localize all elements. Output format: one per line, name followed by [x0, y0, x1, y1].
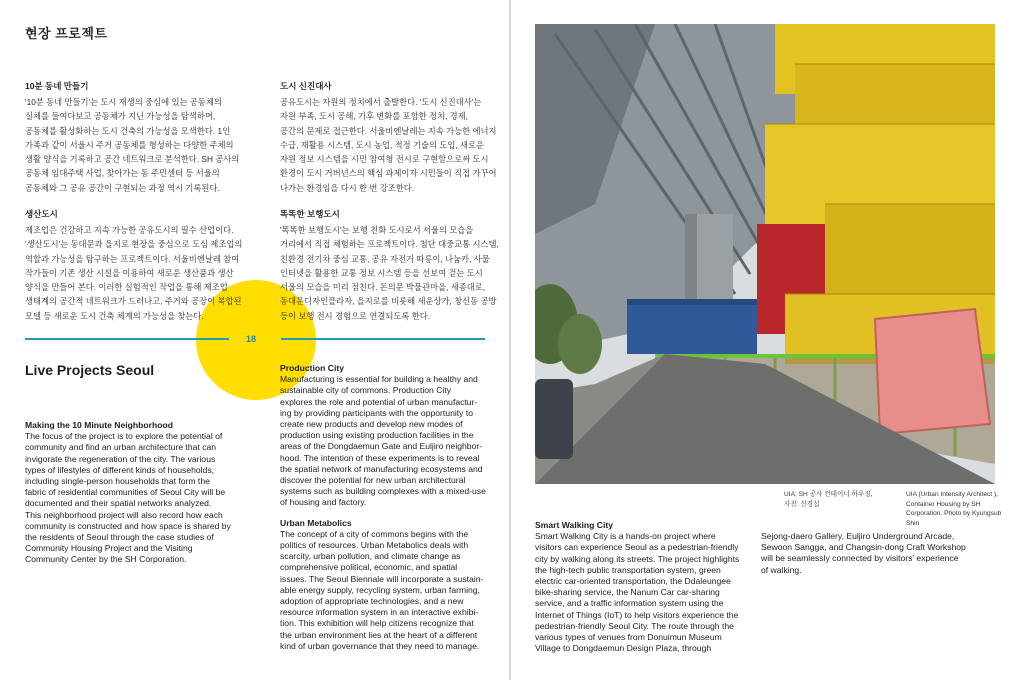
caption-line: Container Housing by SH [906, 500, 981, 508]
kr-line: 인터넷을 활용한 교통 정보 시스템 등을 선보여 걷는 도시 [280, 267, 483, 278]
kr-line: 자원 부족, 도시 공해, 기후 변화를 포함한 정치, 경제, [280, 111, 468, 122]
kr-line: 환경이 도시 거버넌스의 핵심 과제이자 시민들이 직접 가꾸어 [280, 168, 497, 179]
en-line: electric car-oriented transportation, the Ddaleungee [535, 576, 731, 587]
en-heading-production: Production City [280, 363, 344, 373]
en-line: various types of venues from Donuimun Museum [535, 632, 722, 643]
kr-line: '똑똑한 보행도시'는 보행 친화 도시로서 서울의 모습을 [280, 225, 474, 235]
caption-line: Shin [906, 519, 920, 527]
en-line: the high-tech public transportation system, green [535, 564, 721, 575]
en-column-1 [25, 420, 255, 566]
kr-heading-walking: 똑똑한 보행도시 [280, 209, 340, 219]
caption-line: 사진: 신경섭 [784, 500, 820, 508]
en-line: tion. This exhibition will help citizens recognize that [280, 618, 474, 629]
kr-line: 역할과 가능성을 탐구하는 프로젝트이다. 서울비엔날레 참여 [25, 253, 240, 264]
kr-heading-10min: 10분 동네 만들기 [25, 81, 89, 91]
en-line: explores the role and potential of urban manufactur- [280, 396, 478, 407]
kr-line: 공동체 임대주택 사업, 찾아가는 동 주민센터 등 서울의 [25, 168, 220, 179]
en-line: will be seamlessly connected by visitors' experience [761, 553, 959, 564]
en-line: politics of resources. Urban Metabolics deals with [280, 540, 469, 551]
kr-heading-metabolics: 도시 신진대사 [280, 81, 332, 91]
en-line: sustainable city of commons. Production City [280, 385, 451, 396]
en-line: city by walking along its streets. The project highlights [535, 553, 740, 564]
kr-page-title: 현장 프로젝트 [25, 26, 108, 41]
en-line: documented and their spatial networks analyzed. [25, 498, 212, 509]
kr-line: 실체를 들여다보고 공동체가 지닌 가능성을 탐색하며, [25, 111, 216, 122]
en-line: Village to Dongdaemun Design Plaza, through [535, 643, 712, 654]
en-line: hood. The intention of these experiments is to reveal [280, 452, 480, 463]
kr-line: 나가는 환경임을 다시 한 번 강조한다. [280, 182, 415, 193]
page-number: 18 [246, 334, 257, 344]
en-line: pedestrian-friendly Seoul City. The route through the [535, 620, 734, 631]
en-line: Community Housing Project and the Visiting [25, 543, 193, 554]
kr-line: 거리에서 직접 체험하는 프로젝트이다. 첨단 대중교통 시스템, [280, 239, 499, 250]
en-line: types of lifestyles of different kinds of households, [25, 464, 215, 475]
en-line: the urban environment lies at the heart of a different [280, 629, 478, 640]
kr-column-2b [280, 208, 505, 323]
en-line: community and find an urban architecture that can [25, 442, 217, 453]
divider-rule-right [281, 338, 485, 340]
en-heading-metabolics: Urban Metabolics [280, 517, 352, 528]
photo-caption-kr [784, 490, 899, 509]
kr-line: '10분 동네 만들기'는 도시 재생의 중심에 있는 공동체의 [25, 97, 222, 107]
kr-column-1 [25, 80, 255, 195]
en-line: areas of the Dongdaemun Gate and Euljiro neighbor- [280, 441, 483, 452]
en-line: production using existing production facilities in the [280, 430, 474, 441]
en-line: comprehensive political, economic, and spatial [280, 562, 458, 573]
en-line: resource information system in an interactive exhibi- [280, 607, 479, 618]
en-line: visitors can experience Seoul as a pedestrian-friendly [535, 542, 739, 553]
en-line: bike-sharing service, the Nanum Car car-sharing [535, 587, 720, 598]
en-line: of housing and factory. [280, 497, 367, 508]
en-column-4 [761, 531, 1016, 576]
kr-line: 친환경 전기차 중심 교통, 공유 자전거 따릉이, 나눔카, 사물 [280, 253, 490, 264]
en-line: including single-person households that form the [25, 476, 210, 487]
en-line: scarcity, urban pollution, and climate change as [280, 551, 461, 562]
en-line: issues. The Seoul Biennale will incorporate a sustain- [280, 573, 484, 584]
kr-heading-production: 생산도시 [25, 209, 58, 219]
kr-line: 양식을 만들어 본다. 이러한 실험적인 작업을 통해 제조업 [25, 282, 228, 293]
en-column-3 [535, 520, 765, 654]
kr-line: 수급, 재활용 시스템, 도시 농업, 적정 기술의 도입, 새로운 [280, 139, 484, 150]
en-line: create new products and develop new modes of [280, 419, 463, 430]
en-heading-10min: Making the 10 Minute Neighborhood [25, 420, 174, 430]
en-line: systems such as building complexes with a mixed-use [280, 486, 486, 497]
en-line: the spatial network of manufacturing ecosystems and [280, 463, 483, 474]
kr-line: 가족과 같이 서울시 주거 공동체를 형성하는 다양한 주체의 [25, 139, 234, 150]
en-line: The concept of a city of commons begins with the [280, 528, 469, 539]
en-line: Smart Walking City is a hands-on project where [535, 531, 716, 542]
en-line: invigorate the regeneration of the city. The various [25, 453, 216, 464]
en-line: Sewoon Sangga, and Changsin-dong Craft Workshop [761, 542, 966, 553]
en-line: Manufacturing is essential for building a healthy and [280, 374, 478, 385]
en-line: Sejong-daero Gallery, Euljiro Underground Arcade, [761, 531, 955, 541]
en-line: This neighborhood project will also record how each [25, 509, 223, 520]
kr-line: 생태계의 공간적 네트워크가 드러나고, 주거와 공장이 복합된 [25, 296, 242, 307]
caption-line: Corporation. Photo by Kyungsub [906, 510, 1002, 517]
en-line: fabric of residential communities of Seoul City will be [25, 487, 226, 498]
left-page [0, 0, 509, 680]
kr-line: 공유도시는 자원의 정치에서 출발한다. '도시 신진대사'는 [280, 97, 482, 107]
en-heading-walking: Smart Walking City [535, 520, 613, 530]
kr-line: 등이 보행 전시 경험으로 연결되도록 한다. [280, 310, 431, 321]
kr-line: 생활 양식을 기록하고 공간 네트워크로 분석한다. SH 공사의 [25, 154, 240, 165]
kr-line: 공동체와 그 공유 공간이 구현되는 과정 역시 기록된다. [25, 182, 220, 193]
photo-caption-en [906, 490, 1016, 528]
kr-line: '생산도시'는 동대문과 을지로 현장을 중심으로 도심 제조업의 [25, 239, 243, 250]
kr-line: 공동체를 활성화하는 도시 건축의 가능성을 모색한다. 1인 [25, 125, 231, 136]
en-column-2 [280, 363, 505, 652]
en-page-title: Live Projects Seoul [25, 362, 155, 378]
en-line: The focus of the project is to explore the potential of [25, 431, 223, 442]
kr-line: 공간의 문제로 접근한다. 서울비엔날레는 지속 가능한 에너지 [280, 125, 497, 136]
en-line: adoption of appropriate technologies, and a new [280, 596, 464, 607]
kr-column-2 [280, 80, 505, 195]
en-line: able energy supply, recycling system, urban farming, [280, 584, 480, 595]
divider-rule-left [25, 338, 229, 340]
en-line: Community Center by the SH Corporation. [25, 554, 187, 565]
en-line: community is constructed and how space is shared by [25, 520, 231, 531]
en-line: Internet of Things (IoT) to help visitors experience the [535, 609, 739, 620]
container-housing-photo [535, 24, 995, 484]
en-line: the residents of Seoul through the case studies of [25, 532, 214, 543]
en-line: service, and a traffic information system using the [535, 598, 724, 609]
en-line: discover the potential for new urban architectural [280, 475, 466, 486]
kr-line: 자원 정보 시스템을 시민 참여형 전시로 구현함으로써 도시 [280, 154, 489, 165]
kr-line: 모델 등 새로운 도시 건축 체계의 가능성을 찾는다. [25, 310, 204, 321]
en-line: kind of urban governance that they need to manage. [280, 640, 480, 651]
kr-line: 서울의 모습을 미리 점친다. 돈의문 박물관마을, 세종대로, [280, 282, 486, 293]
kr-line: 동대문디자인플라자, 을지로를 비롯해 세운상가, 창신동 공방 [280, 296, 497, 307]
en-line: of walking. [761, 564, 802, 575]
en-line: ing by providing participants with the opportunity to [280, 407, 473, 418]
right-page [511, 0, 1020, 680]
kr-line: 작가들이 기존 생산 시설을 이용하여 새로운 생산품과 생산 [25, 267, 234, 278]
photo-illustration [535, 24, 995, 484]
kr-line: 제조업은 건강하고 지속 가능한 공유도시의 필수 산업이다. [25, 225, 234, 235]
kr-column-1b [25, 208, 255, 323]
caption-line: UIA (Urban Intensity Architect ), [906, 491, 998, 498]
caption-line: UIA, SH 공사 컨테이너 하우징, [784, 491, 873, 498]
